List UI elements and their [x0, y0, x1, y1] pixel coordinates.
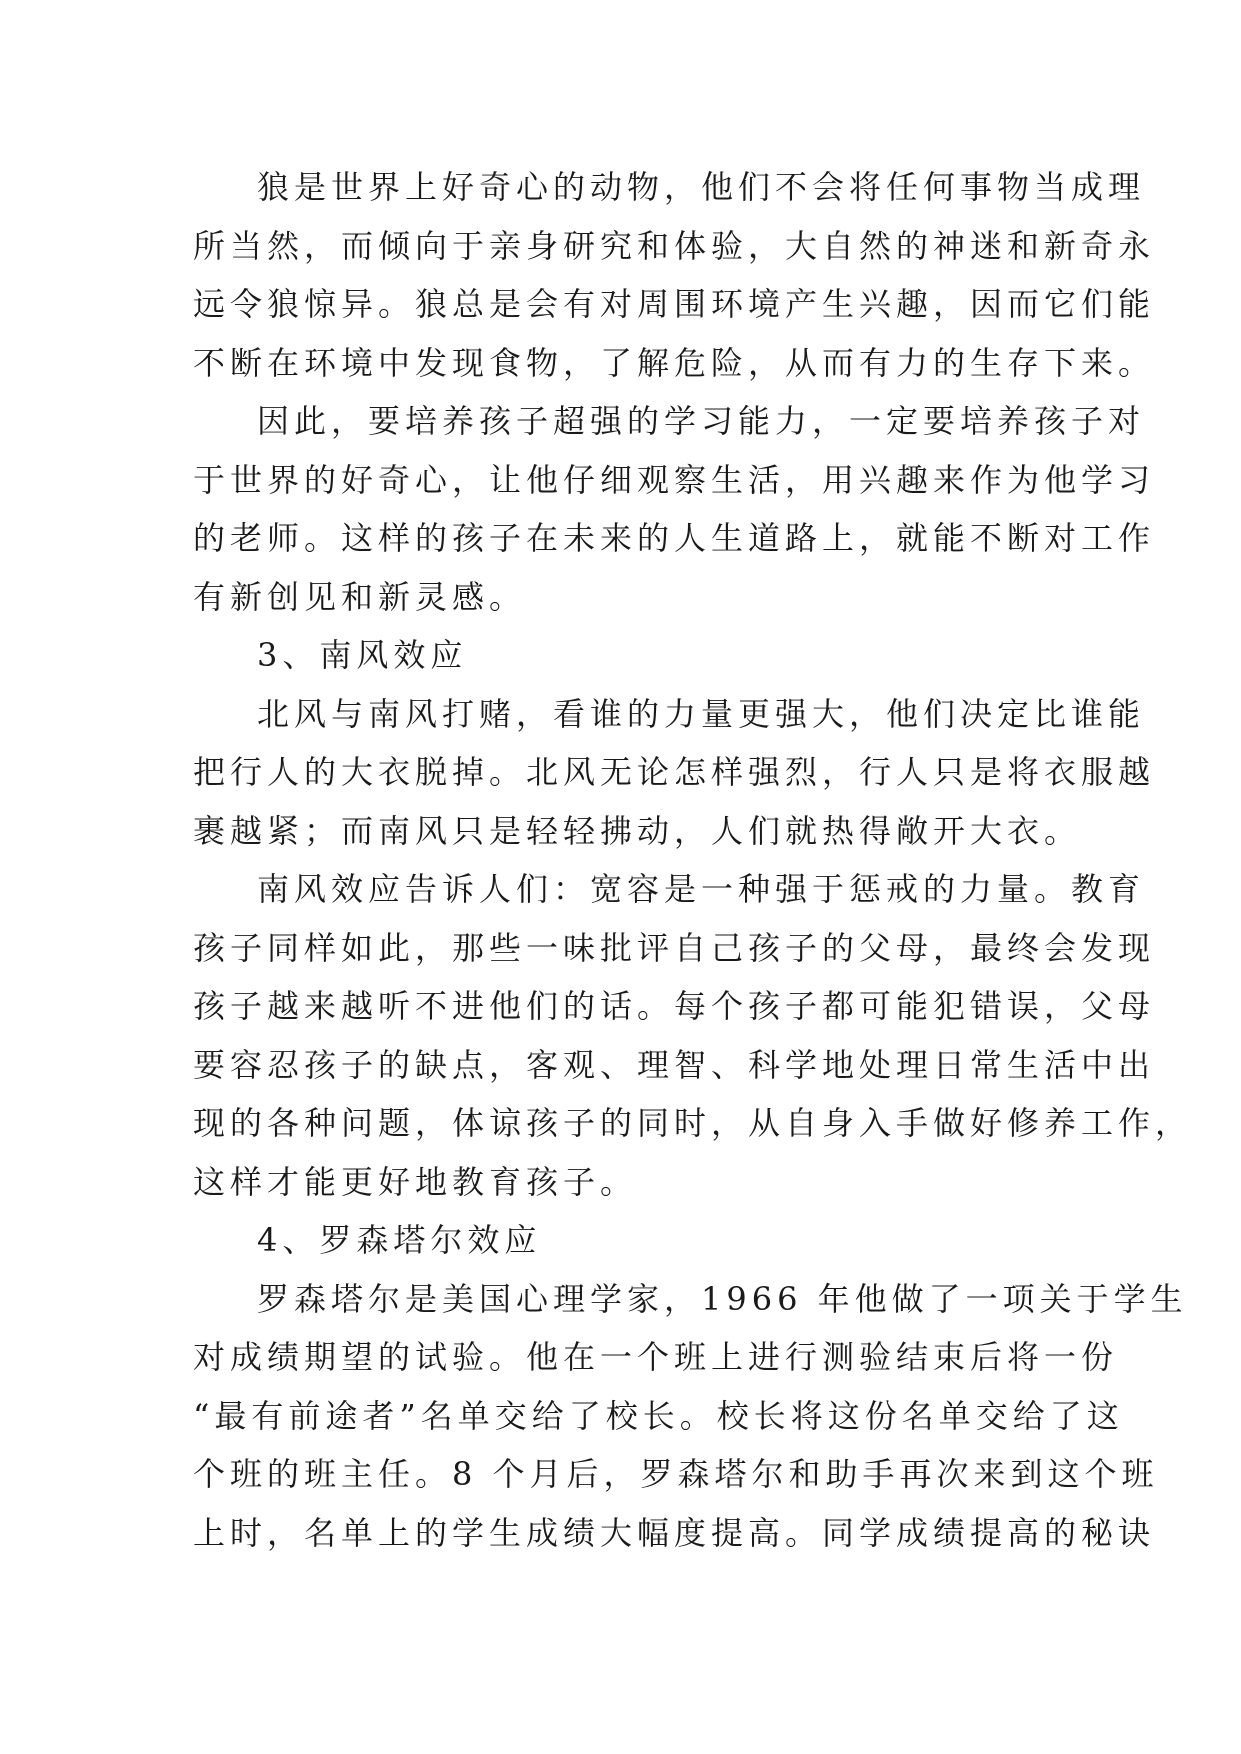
text-line: 这样才能更好地教育孩子。: [193, 1162, 638, 1201]
text-line: 罗森塔尔是美国心理学家，1966 年他做了一项关于学生: [257, 1279, 1188, 1318]
text-line: 于世界的好奇心，让他仔细观察生活，用兴趣来作为他学习: [193, 460, 1156, 499]
text-line: 北风与南风打赌，看谁的力量更强大，他们决定比谁能: [257, 694, 1146, 733]
text-line: 孩子同样如此，那些一味批评自己孩子的父母，最终会发现: [193, 928, 1156, 967]
text-line: 狼是世界上好奇心的动物，他们不会将任何事物当成理: [257, 168, 1146, 206]
text-line: 个班的班主任。8 个月后，罗森塔尔和助手再次来到这个班: [193, 1455, 1159, 1493]
text-line: 有新创见和新灵感。: [193, 577, 527, 616]
text-line: 孩子越来越听不进他们的话。每个孩子都可能犯错误，父母: [193, 987, 1156, 1025]
text-line: 不断在环境中发现食物，了解危险，从而有力的生存下来。: [193, 343, 1156, 382]
text-line: 南风效应告诉人们：宽容是一种强于惩戒的力量。教育: [257, 870, 1146, 908]
text-line: 因此，要培养孩子超强的学习能力，一定要培养孩子对: [257, 402, 1146, 440]
text-line: 现的各种问题，体谅孩子的同时，从自身入手做好修养工作，: [193, 1104, 1193, 1142]
text-line: “最有前途者”名单交给了校长。校长将这份名单交给了这: [193, 1396, 1124, 1435]
text-line: 的老师。这样的孩子在未来的人生道路上，就能不断对工作: [193, 519, 1156, 557]
text-line: 把行人的大衣脱掉。北风无论怎样强烈，行人只是将衣服越: [193, 753, 1156, 791]
text-line: 所当然，而倾向于亲身研究和体验，大自然的神迷和新奇永: [193, 226, 1156, 265]
document-body: [193, 158, 1193, 1562]
text-line: 远令狼惊异。狼总是会有对周围环境产生兴趣，因而它们能: [193, 285, 1156, 323]
text-line: 要容忍孩子的缺点，客观、理智、科学地处理日常生活中出: [193, 1045, 1156, 1084]
text-line: 对成绩期望的试验。他在一个班上进行测验结束后将一份: [193, 1338, 1119, 1376]
section-heading-4: 4、罗森塔尔效应: [257, 1221, 542, 1259]
text-line: 上时，名单上的学生成绩大幅度提高。同学成绩提高的秘诀: [193, 1513, 1156, 1552]
section-heading-3: 3、南风效应: [257, 636, 468, 674]
text-line: 裹越紧；而南风只是轻轻拂动，人们就热得敞开大衣。: [193, 811, 1082, 850]
